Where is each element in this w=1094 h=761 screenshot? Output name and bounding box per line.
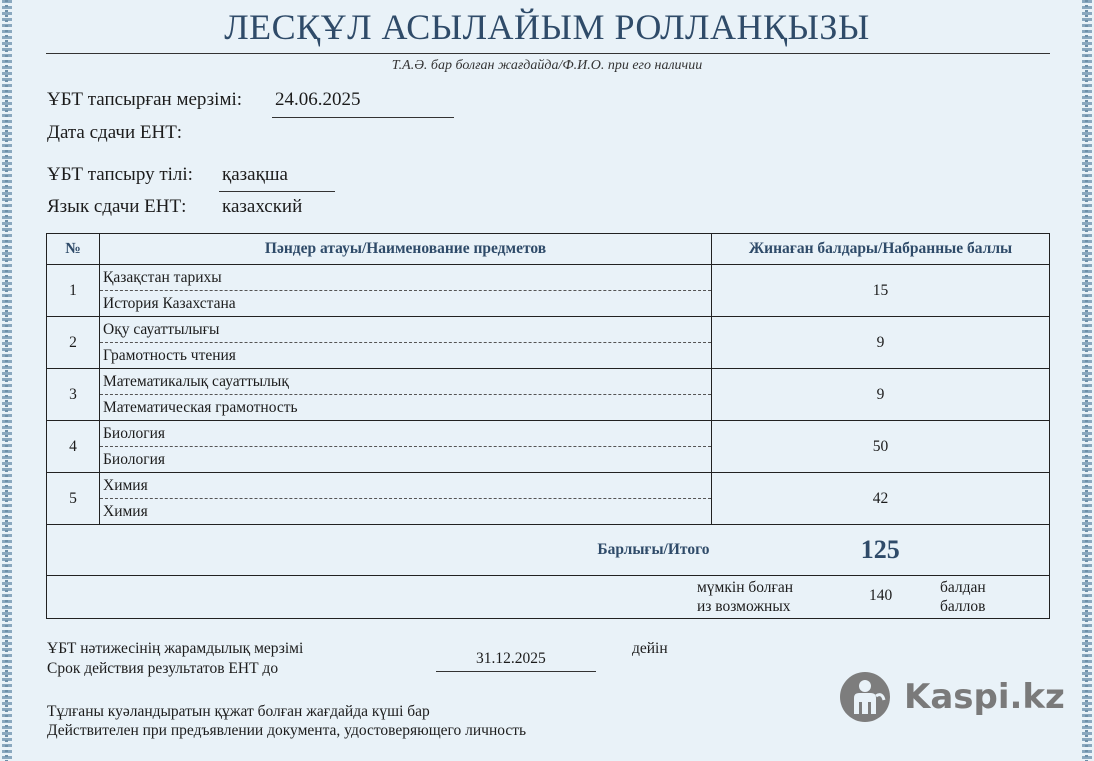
subject-name-ru: История Казахстана: [103, 295, 236, 312]
subject-score: 9: [712, 317, 1050, 369]
total-value: 125: [712, 525, 1050, 576]
possible-suffix-ru: баллов: [940, 598, 986, 615]
subject-score: 50: [712, 421, 1050, 473]
subject-name-kz: Биология: [100, 421, 711, 447]
table-row: [47, 421, 1050, 473]
possible-cell: [47, 576, 1050, 619]
subject-name-kz: Оқу сауаттылығы: [100, 317, 711, 343]
row-number: 4: [47, 421, 100, 473]
subject-score: 15: [712, 265, 1050, 317]
subject-name-ru: Химия: [103, 503, 148, 520]
table-row: [47, 369, 1050, 421]
subject-score: 42: [712, 473, 1050, 525]
row-number: 2: [47, 317, 100, 369]
table-header-row: [47, 234, 1050, 265]
left-ornamental-border: [2, 0, 12, 761]
table-row: [47, 265, 1050, 317]
right-ornamental-border: [1082, 0, 1092, 761]
subject-name-ru: Грамотность чтения: [103, 347, 236, 364]
header-number: №: [47, 234, 100, 265]
test-language-value-kz: қазақша: [222, 164, 288, 185]
subject-name-kz: Қазақстан тарихы: [100, 265, 711, 291]
test-language-label-kz: ҰБТ тапсыру тілі:: [47, 164, 193, 185]
subject-name-kz: Химия: [100, 473, 711, 499]
scores-table: [46, 233, 1050, 619]
test-date-value: 24.06.2025: [275, 89, 361, 110]
possible-suffix-kz: балдан: [940, 579, 986, 596]
validity-date-underline: [436, 671, 596, 672]
possible-prefix-kz: мүмкін болған: [697, 579, 794, 596]
subject-name-ru: Биология: [103, 451, 166, 468]
holder-name: ЛЕСҚҰЛ АСЫЛАЙЫМ РОЛЛАНҚЫЗЫ: [224, 7, 870, 47]
row-number: 1: [47, 265, 100, 317]
possible-prefix-ru: из возможных: [697, 598, 791, 615]
table-row: [47, 317, 1050, 369]
validity-label-ru: Срок действия результатов ЕНТ до: [47, 660, 279, 677]
total-label: Барлығы/Итого: [47, 525, 712, 576]
subject-score: 9: [712, 369, 1050, 421]
subject-cell: [100, 317, 712, 369]
name-caption: Т.А.Ә. бар болған жағдайда/Ф.И.О. при его наличии: [391, 58, 703, 73]
test-date-label-ru: Дата сдачи ЕНТ:: [47, 122, 183, 143]
test-language-underline: [219, 191, 335, 192]
row-number: 3: [47, 369, 100, 421]
kaspi-logo-icon: [840, 672, 890, 722]
row-number: 5: [47, 473, 100, 525]
validity-suffix-kz: дейін: [632, 640, 668, 657]
note-kz: Тұлғаны куәландыратын құжат болған жағдайда күші бар: [47, 703, 430, 720]
note-ru: Действителен при предъявлении документа, удостоверяющего личность: [47, 722, 527, 739]
possible-row: [47, 576, 1050, 619]
subject-name-ru: Математическая грамотность: [103, 399, 298, 416]
test-date-underline: [272, 117, 454, 118]
header-score: Жинаған балдары/Набранные баллы: [712, 234, 1050, 265]
subject-cell: [100, 473, 712, 525]
test-date-label-kz: ҰБТ тапсырған мерзімі:: [47, 89, 243, 110]
subject-cell: [100, 421, 712, 473]
test-language-label-ru: Язык сдачи ЕНТ:: [47, 196, 187, 217]
header-subject: Пәндер атауы/Наименование предметов: [100, 234, 712, 265]
possible-value: 140: [869, 587, 893, 604]
name-divider: [46, 53, 1050, 54]
validity-date: 31.12.2025: [476, 650, 546, 667]
table-row: [47, 473, 1050, 525]
subject-cell: [100, 265, 712, 317]
total-row: [47, 525, 1050, 576]
kaspi-watermark: [840, 669, 1065, 725]
kaspi-watermark-text: Kaspi.kz: [904, 677, 1065, 717]
validity-label-kz: ҰБТ нәтижесінің жарамдылық мерзімі: [47, 640, 304, 657]
subject-name-kz: Математикалық сауаттылық: [100, 369, 711, 395]
subject-cell: [100, 369, 712, 421]
test-language-value-ru: казахский: [222, 196, 303, 217]
